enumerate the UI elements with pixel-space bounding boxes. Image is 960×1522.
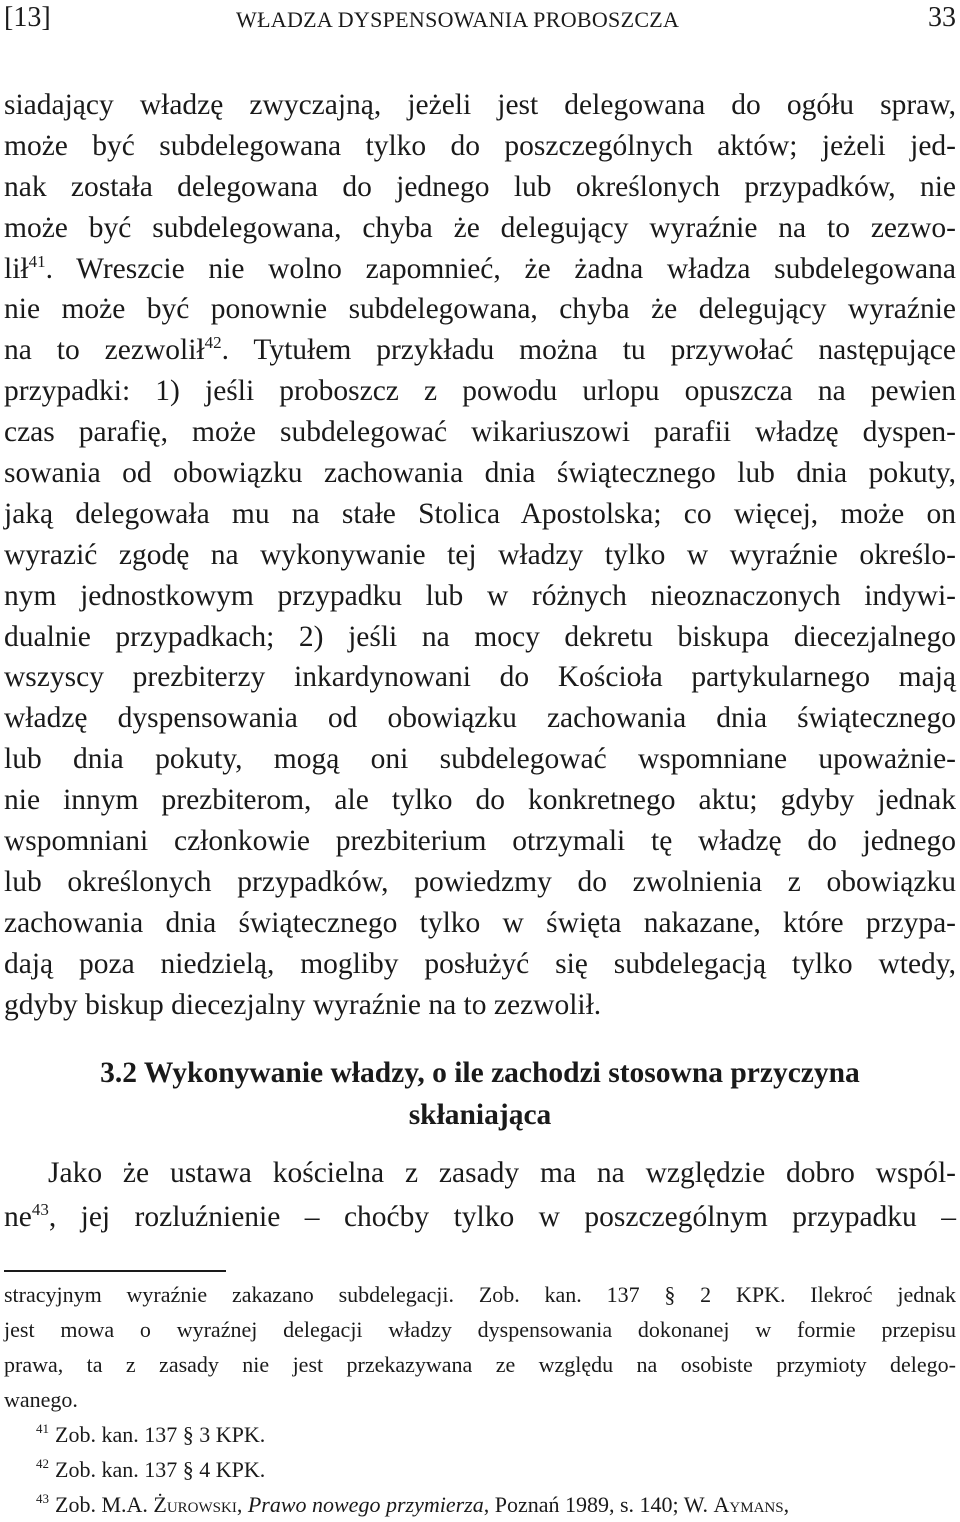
text-line: przypadki: 1) jeśli proboszcz z powodu urlopu opuszcza na pewien: [4, 375, 956, 408]
text-line: może być subdelegowana tylko do poszczególnych aktów; jeżeli jed-: [4, 129, 956, 162]
text-line: wspomniani członkowie prezbiterium otrzymali tę władzę do jednego: [4, 825, 956, 858]
text-line: nym jednostkowym przypadku lub w różnych nieoznaczonych indywi-: [4, 579, 956, 612]
footnote-separator: [4, 1270, 226, 1272]
running-header: [0, 0, 960, 40]
text-line: nie innym prezbiterom, ale tylko do konkretnego aktu; gdyby jednak: [4, 784, 956, 817]
text-line: może być subdelegowana, chyba że delegujący wyraźnie na to zezwo-: [4, 211, 956, 244]
text-line: wszyscy prezbiterzy inkardynowani do Kościoła partykularnego mają: [4, 661, 956, 694]
footnote-number: 42: [36, 1456, 49, 1471]
section-heading: [0, 1052, 960, 1136]
footnote-continuation-line: prawa, ta z zasady nie jest przekazywana ze względu na osobiste przymioty delego-: [4, 1352, 956, 1377]
footnote-continuation-line: wanego.: [4, 1387, 78, 1412]
text-line: $ne^{43}$, jej rozluźnienie – choćby tylko w poszczególnym przypadku –: [4, 1200, 956, 1233]
text-line: gdyby biskup diecezjalny wyraźnie na to zezwolił.: [4, 988, 602, 1021]
footnote-ref-42[interactable]: 42: [204, 333, 222, 353]
second-paragraph: [4, 1151, 956, 1239]
page-number: 33: [928, 2, 956, 33]
footnote-ref-41[interactable]: 41: [28, 251, 46, 271]
book-title: Prawo nowego przymierza: [247, 1492, 484, 1517]
footnote-continuation-line: jest mowa o wyraźnej delegacji władzy dyspensowania dokonanej w formie przepisu: [4, 1317, 956, 1342]
text-line: zachowania dnia świątecznego tylko w święta nakazane, które przypa-: [4, 906, 956, 939]
text-line: wyrazić zgodę na wykonywanie tej władzy tylko w wyraźnie określo-: [4, 538, 956, 571]
footnote-continuation-line: stracyjnym wyraźnie zakazano subdelegacji. Zob. kan. 137 § 2 KPK. Ilekroć jednak: [4, 1282, 956, 1307]
text-line: lub dnia pokuty, mogą oni subdelegować wspomniane upoważnie-: [4, 743, 956, 776]
text-line: jaką delegowała mu na stałe Stolica Apostolska; co więcej, może on: [4, 497, 956, 530]
text-line: sowania od obowiązku zachowania dnia świątecznego lub dnia pokuty,: [4, 457, 956, 490]
footnote-number: 41: [36, 1421, 49, 1436]
footnote-41: $^{41}$ Zob. kan. 137 § 3 KPK.: [36, 1421, 266, 1447]
footnote-42: $^{42}$ Zob. kan. 137 § 4 KPK.: [36, 1456, 266, 1482]
author-name: Aymans: [713, 1492, 784, 1517]
text-line: czas parafię, może subdelegować wikariuszowi parafii władzę dyspen-: [4, 416, 956, 449]
author-name: Żurowski: [153, 1492, 237, 1517]
section-heading-line: skłaniająca: [408, 1099, 552, 1131]
text-line: władzę dyspensowania od obowiązku zachowania dnia świątecznego: [4, 702, 956, 735]
main-paragraph: [4, 85, 956, 1025]
text-line: dualnie przypadkach; 2) jeśli na mocy dekretu biskupa diecezjalnego: [4, 620, 956, 653]
text-line: Jako że ustawa kościelna z zasady ma na względzie dobro wspól-: [48, 1157, 956, 1189]
section-heading-line: 3.2 Wykonywanie władzy, o ile zachodzi stosowna przyczyna: [100, 1057, 860, 1089]
footnote-ref-43[interactable]: 43: [31, 1200, 49, 1219]
section-number: [13]: [4, 2, 51, 33]
footnotes: [4, 1277, 956, 1522]
footnote-number: 43: [36, 1491, 49, 1506]
text-line: na to zezwolił$^{42}$. Tytułem przykładu można tu przywołać następujące: [4, 333, 956, 367]
footnote-43: $^{43}$ Zob. M.A. Żurowski, Prawo nowego przymierza, Poznań 1989, s. 140; W. Aymans,: [36, 1491, 790, 1517]
text-line: nie może być ponownie subdelegowana, chyba że delegujący wyraźnie: [4, 293, 956, 326]
running-title: WŁADZA DYSPENSOWANIA PROBOSZCZA: [236, 7, 680, 32]
text-line: nak została delegowana do jednego lub określonych przypadków, nie: [4, 170, 956, 203]
text-line: siadający władzę zwyczajną, jeżeli jest delegowana do ogółu spraw,: [4, 89, 956, 121]
text-line: lub określonych przypadków, powiedzmy do zwolnienia z obowiązku: [4, 865, 956, 898]
text-line: lił$^{41}$. Wreszcie nie wolno zapomnieć, że żadna władza subdelegowana: [4, 251, 956, 285]
text-line: dają poza niedzielą, mogliby posłużyć się subdelegacją tylko wtedy,: [4, 947, 956, 980]
